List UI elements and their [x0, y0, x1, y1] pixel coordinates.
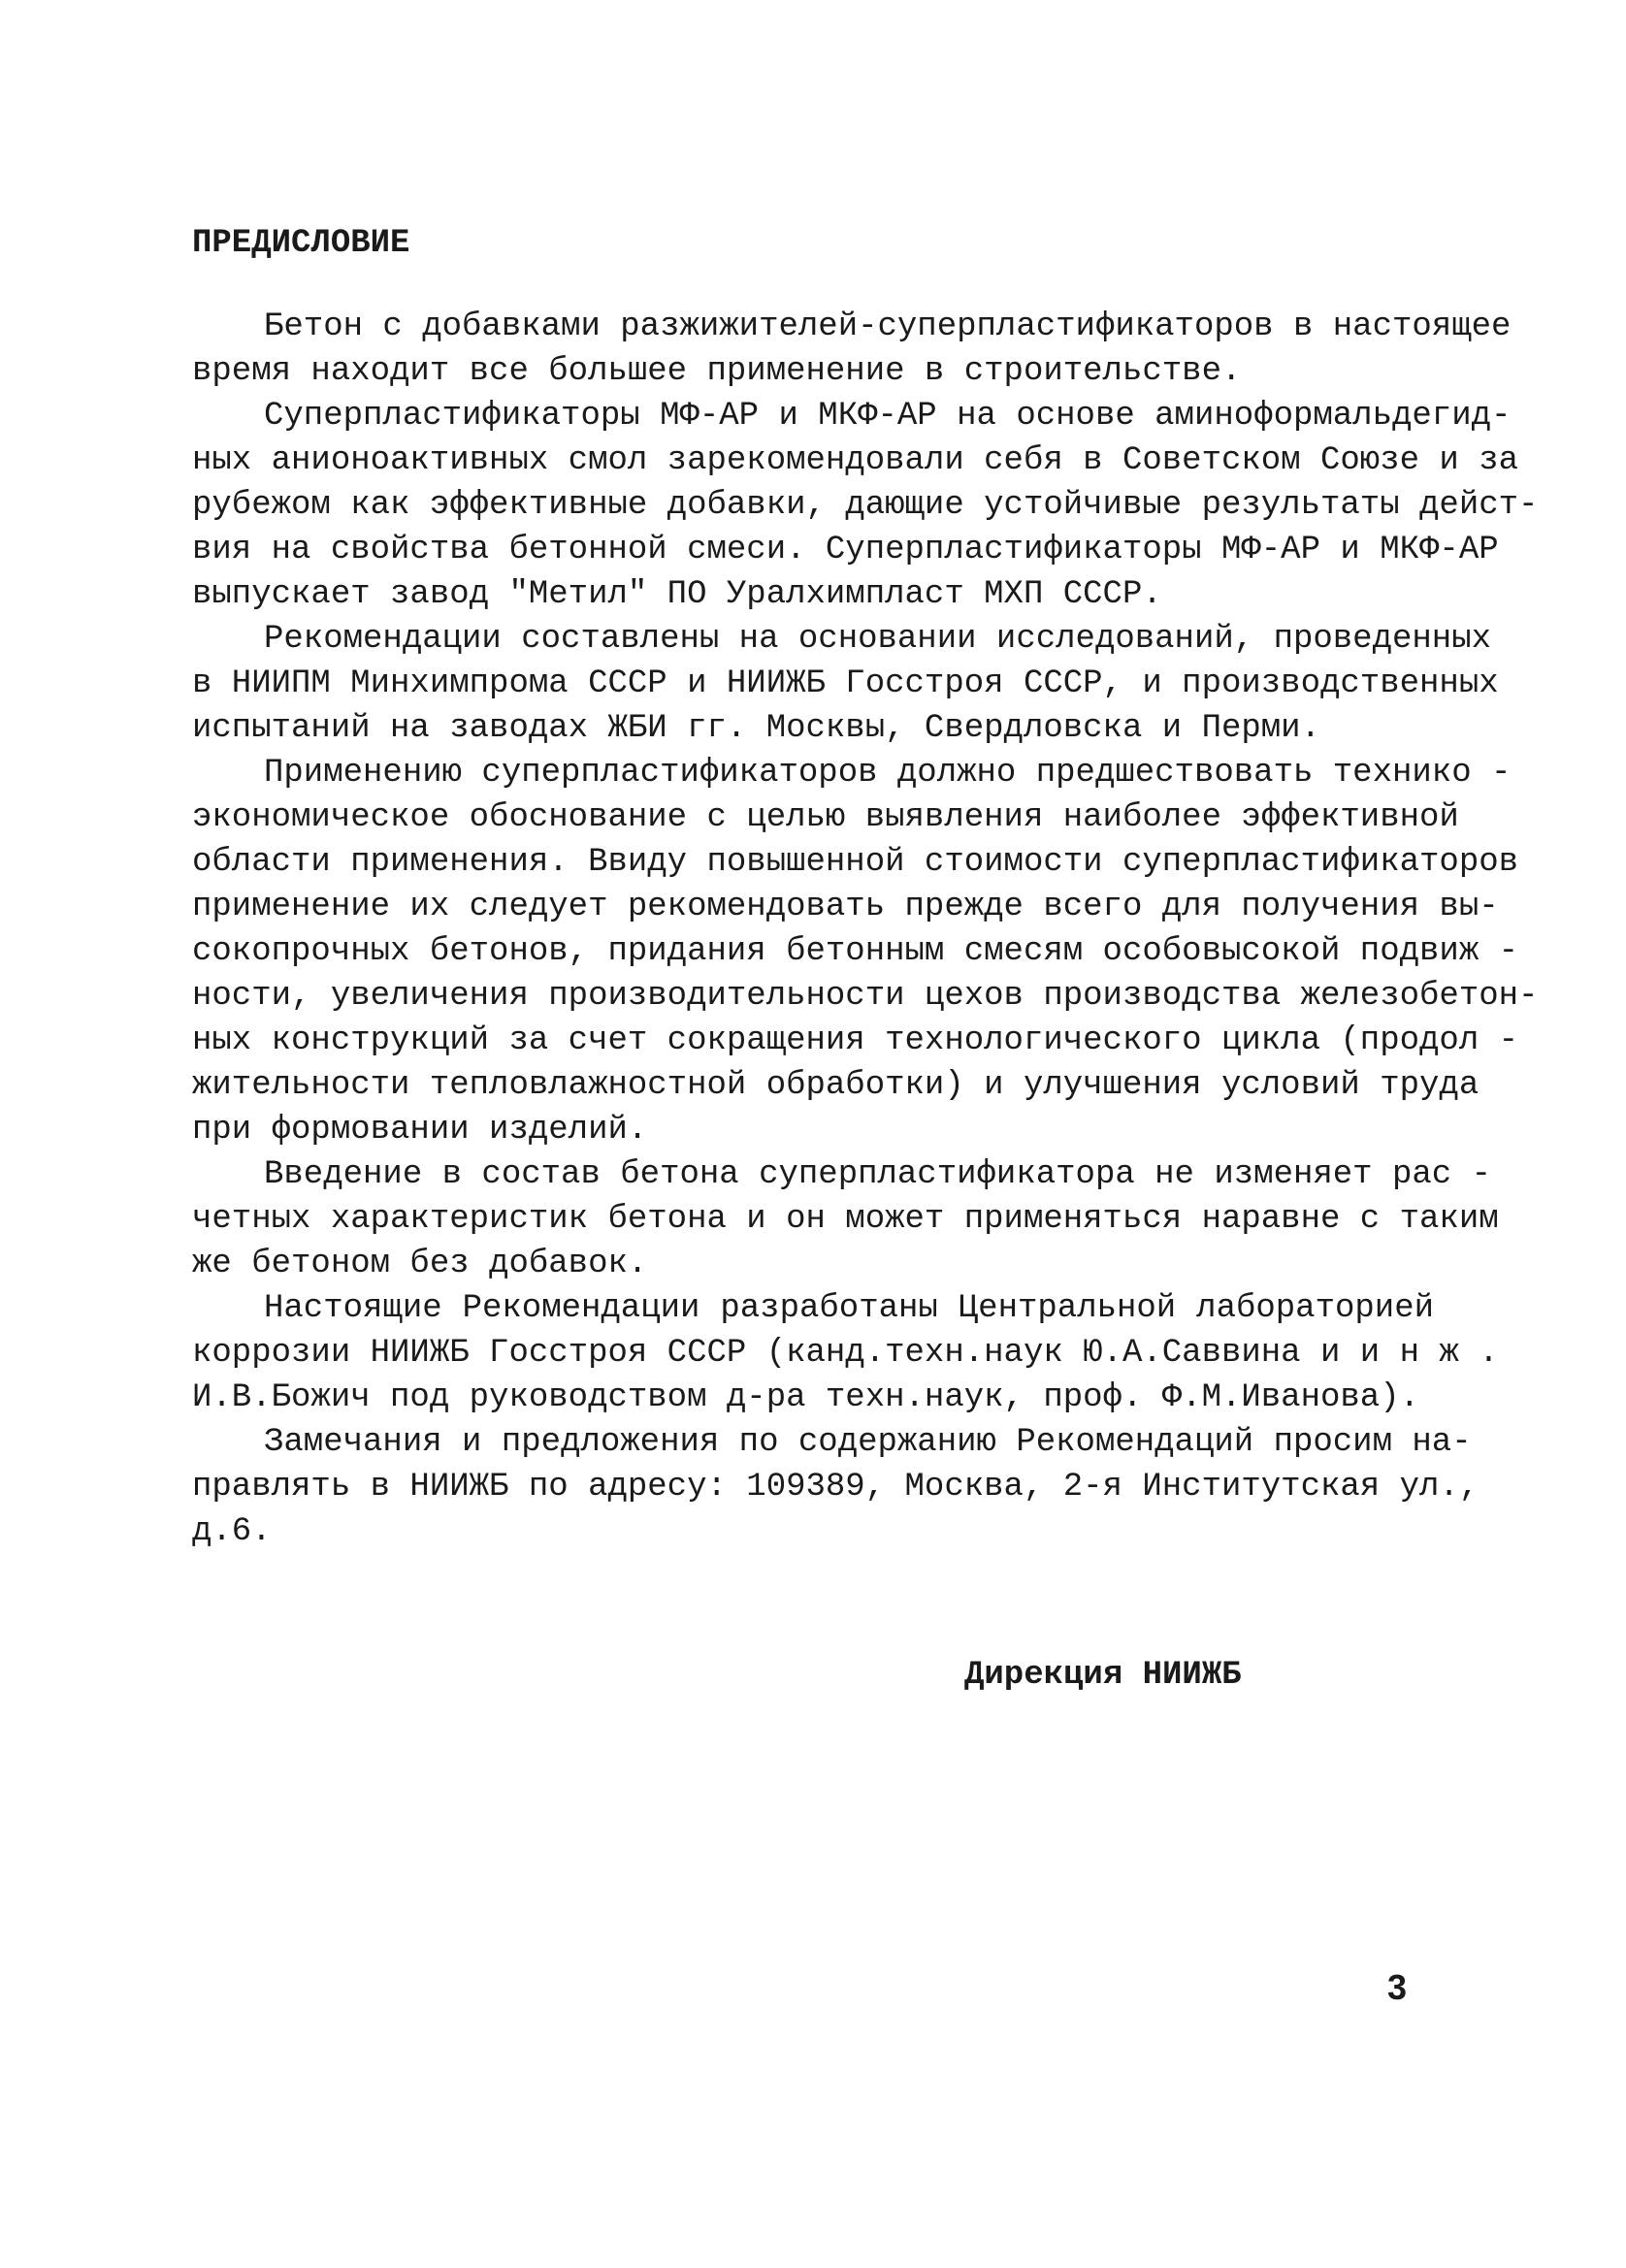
text-line: Применению суперпластификаторов должно предшествовать технико - — [264, 755, 1512, 792]
text-line: правлять в НИИЖБ по адресу: 109389, Москва, 2-я Институтская ул., — [192, 1469, 1480, 1506]
text-line: ных конструкций за счет сокращения технологического цикла (продол - — [192, 1022, 1519, 1059]
signature: Дирекция НИИЖБ — [964, 1657, 1242, 1694]
text-line: при формовании изделий. — [192, 1112, 648, 1149]
text-line: же бетоном без добавок. — [192, 1246, 648, 1282]
text-line: применение их следует рекомендовать прежде всего для получения вы- — [192, 889, 1499, 925]
text-line: Настоящие Рекомендации разработаны Центральной лабораторией — [264, 1290, 1434, 1327]
text-line: жительности тепловлажностной обработки) и улучшения условий труда — [192, 1067, 1480, 1104]
text-line: коррозии НИИЖБ Госстроя СССР (канд.техн.наук Ю.А.Саввина и и н ж . — [192, 1335, 1499, 1372]
text-line: д.6. — [192, 1513, 272, 1550]
text-line: испытаний на заводах ЖБИ гг. Москвы, Свердловска и Перми. — [192, 710, 1320, 747]
text-line: время находит все большее применение в строительстве. — [192, 353, 1242, 390]
text-line: Бетон с добавками разжижителей-суперпластификаторов в настоящее — [264, 308, 1512, 345]
text-line: четных характеристик бетона и он может применяться наравне с таким — [192, 1201, 1499, 1238]
text-line: ных анионоактивных смол зарекомендовали себя в Советском Союзе и за — [192, 442, 1519, 479]
text-line: сокопрочных бетонов, придания бетонным смесям особовысокой подвиж - — [192, 933, 1519, 970]
text-line: Суперпластификаторы МФ-АР и МКФ-АР на основе аминоформальдегид- — [264, 398, 1512, 435]
text-line: вия на свойства бетонной смеси. Суперпластификаторы МФ-АР и МКФ-АР — [192, 532, 1499, 568]
text-line: ности, увеличения производительности цехов производства железобетон- — [192, 978, 1539, 1015]
text-line: экономическое обоснование с целью выявления наиболее эффективной — [192, 799, 1459, 836]
page-number: 3 — [1387, 1967, 1408, 2007]
text-line: И.В.Божич под руководством д-ра техн.наук, проф. Ф.М.Иванова). — [192, 1379, 1420, 1416]
text-line: Введение в состав бетона суперпластификатора не изменяет рас - — [264, 1156, 1492, 1193]
text-line: области применения. Ввиду повышенной стоимости суперпластификаторов — [192, 844, 1519, 881]
text-line: Замечания и предложения по содержанию Рекомендаций просим на- — [264, 1424, 1472, 1461]
text-line: Рекомендации составлены на основании исследований, проведенных — [264, 621, 1492, 658]
text-line: в НИИПМ Минхимпрома СССР и НИИЖБ Госстроя СССР, и производственных — [192, 665, 1499, 702]
text-line: рубежом как эффективные добавки, дающие устойчивые результаты дейст- — [192, 487, 1539, 524]
page-title: ПРЕДИСЛОВИЕ — [192, 225, 410, 262]
text-line: выпускает завод "Метил" ПО Уралхимпласт МХП СССР. — [192, 576, 1162, 613]
